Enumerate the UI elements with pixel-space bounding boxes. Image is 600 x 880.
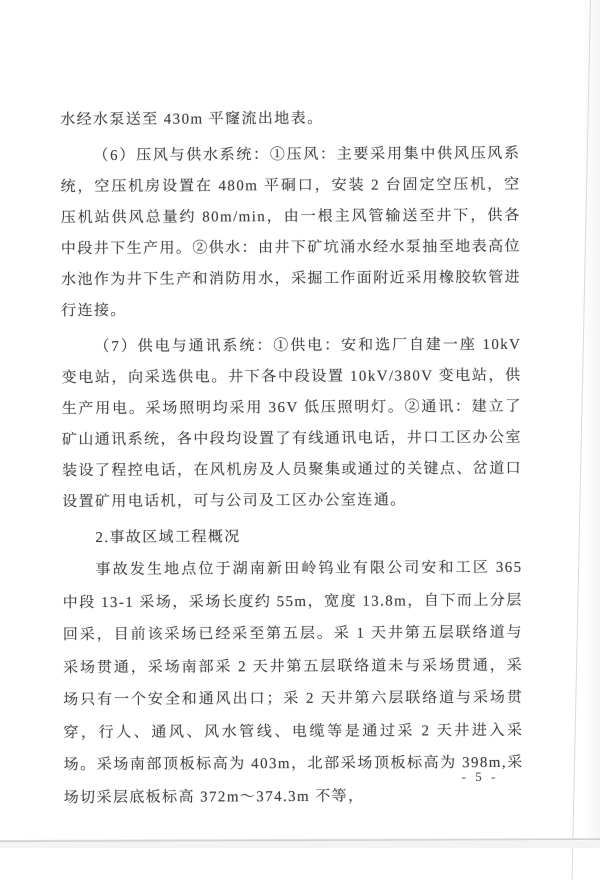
paragraph-accident-location: 事故发生地点位于湖南新田岭钨业有限公司安和工区 365 中段 13-1 采场，采场长度约 55m，宽度 13.8m，自下而上分层回采，目前该采场已经采至第五层。采 1 天井第五层联络道与采场贯通，采场南部采 2 天井第五层联络道未与采场贯通，采场只有一个安全和通风出口；采 2 天井第六层联络道与采场贯穿，行人、通风、风水管线、电缆等是通过采 2 天井进入采场。采场南部顶板标高为 403m，北部采场顶板标高为 398m,采场切采层底板标高 372m～374.3m 不等， xyxy=(62,559,524,806)
document-body xyxy=(60,103,524,819)
page-number: - 5 - xyxy=(461,769,499,784)
section-heading-accident-area-overview: 2.事故区域工程概况 xyxy=(95,529,241,547)
paragraph-power-communication-systems: （7）供电与通讯系统：①供电：安和选厂自建一座 10kV 变电站，向采选供电。井下各中段设置 10kV/380V 变电站，供生产用电。采场照明均采用 36V 低压照明灯。②通讯：建立了矿山通讯系统，各中段均设置了有线通讯电话，井口工区办公室装设了程控电话，在风机房及人员聚集或通过的关键点、岔道口设置矿用电话机，可与公司及工区办公室连通。 xyxy=(61,336,523,511)
paragraph-continuation: 水经水泵送至 430m 平窿流出地表。 xyxy=(60,110,324,129)
paper-bottom-margin xyxy=(0,841,600,848)
paper-right-margin xyxy=(582,0,600,848)
paragraph-compressed-air-water-systems: （6）压风与供水系统：①压风：主要采用集中供风压风系统，空压机房设置在 480m 平硐口，安装 2 台固定空压机，空压机站供风总量约 80m/min，由一根主风管输送至井下，供各中段井下生产用。②供水：由井下矿坑涌水经水泵抽至地表高位水池作为井下生产和消防用水，采掘工作面附近采用橡胶软管进行连接。 xyxy=(60,145,522,320)
